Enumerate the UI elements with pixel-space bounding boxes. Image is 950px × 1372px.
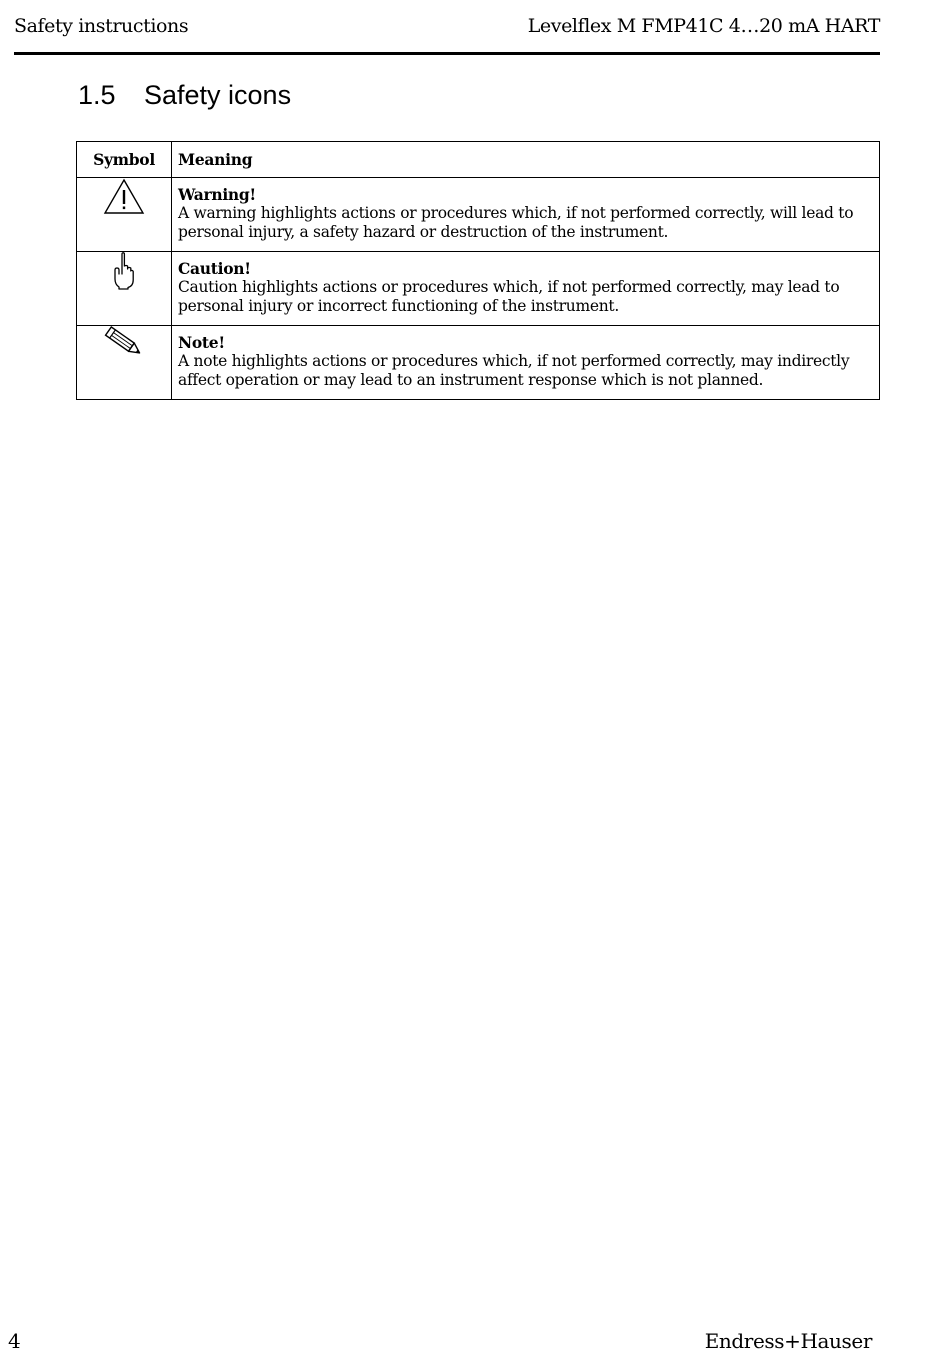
row-description: Caution highlights actions or procedures which, if not performed correctly, may lead to personal injury or incorrect functioning of the instrument. bbox=[178, 278, 840, 315]
column-header-symbol: Symbol bbox=[77, 142, 172, 178]
section-heading bbox=[78, 80, 291, 111]
symbol-cell bbox=[77, 178, 172, 252]
header-divider bbox=[14, 52, 880, 55]
row-title: Note! bbox=[178, 333, 225, 352]
symbol-cell bbox=[77, 326, 172, 400]
column-header-meaning: Meaning bbox=[172, 142, 880, 178]
row-title: Caution! bbox=[178, 259, 251, 278]
caution-hand-icon bbox=[113, 252, 135, 290]
symbol-cell bbox=[77, 252, 172, 326]
table-row-caution bbox=[77, 252, 880, 326]
row-description: A note highlights actions or procedures which, if not performed correctly, may indirectly affect operation or may lead to an instrument response which is not planned. bbox=[178, 352, 850, 389]
table-row-warning bbox=[77, 178, 880, 252]
running-header-section: Safety instructions bbox=[14, 15, 189, 37]
safety-icons-table bbox=[76, 141, 880, 400]
table-header-row bbox=[77, 142, 880, 178]
running-header-product: Levelflex M FMP41C 4…20 mA HART bbox=[527, 15, 880, 37]
meaning-cell bbox=[172, 252, 880, 326]
meaning-cell bbox=[172, 326, 880, 400]
section-title: Safety icons bbox=[144, 80, 292, 110]
row-description: A warning highlights actions or procedures which, if not performed correctly, will lead to personal injury, a safety hazard or destruction of the instrument. bbox=[178, 204, 854, 241]
brand-name: Endress+Hauser bbox=[704, 1329, 872, 1353]
page-number: 4 bbox=[8, 1329, 21, 1353]
row-title: Warning! bbox=[178, 185, 256, 204]
section-number: 1.5 bbox=[78, 80, 116, 110]
warning-triangle-icon bbox=[103, 178, 145, 216]
note-pencil-icon bbox=[103, 326, 145, 358]
meaning-cell bbox=[172, 178, 880, 252]
table-row-note bbox=[77, 326, 880, 400]
